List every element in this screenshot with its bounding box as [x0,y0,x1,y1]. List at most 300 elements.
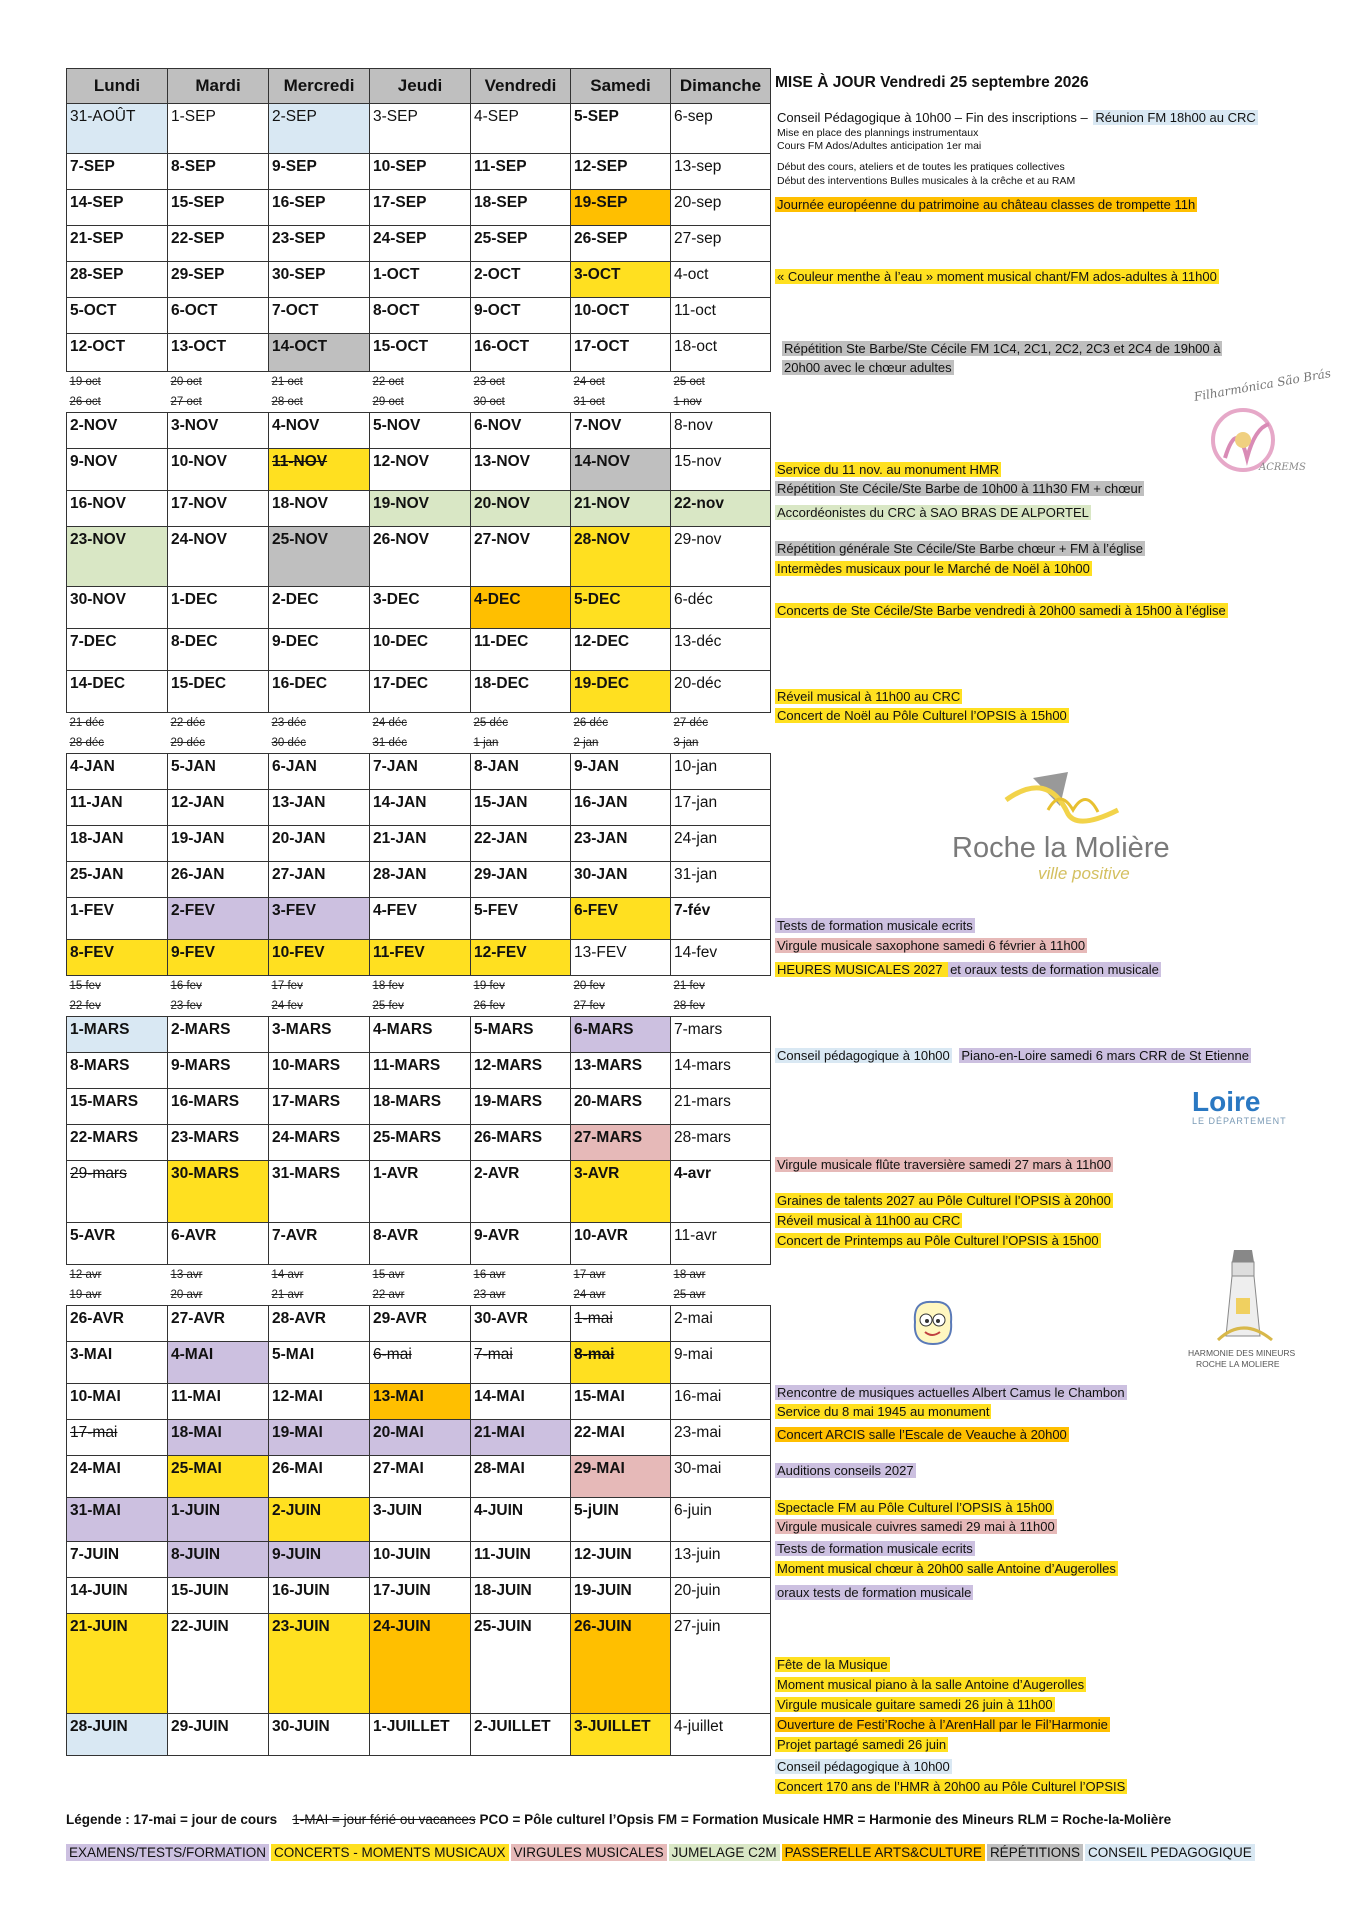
day-cell: 18-JUIN [471,1578,571,1614]
category-label: PASSERELLE ARTS&CULTURE [782,1844,985,1861]
day-cell: 27-AVR [168,1306,269,1342]
event-note-text: Répétition générale Ste Cécile/Ste Barbe chœur + FM à l’église [777,541,1143,556]
day-cell: 12-FEV [471,940,571,976]
day-cell: 13-MAI [370,1384,471,1420]
header-vendredi: Vendredi [471,69,571,104]
day-cell: 13-MARS [571,1053,671,1089]
day-cell: 3-NOV [168,413,269,449]
day-cell: 9-FEV [168,940,269,976]
event-note [775,1463,916,1479]
holiday-cell: 23 fev [170,1000,202,1012]
day-cell: 20-MARS [571,1089,671,1125]
event-note-text: Début des cours, ateliers et de toutes les pratiques collectives [777,161,1065,173]
day-cell: 6-NOV [471,413,571,449]
day-cell: 29-AVR [370,1306,471,1342]
week-row [67,1498,771,1542]
event-note-text: Moment musical piano à la salle Antoine d’Augerolles [777,1677,1085,1692]
day-cell: 19-SEP [571,190,671,226]
day-cell: 18-oct [671,334,771,372]
week-row [67,527,771,587]
day-cell: 29-nov [671,527,771,587]
event-note [775,1213,962,1229]
holiday-cell: 28 fev [673,1000,705,1012]
day-cell: 18-SEP [471,190,571,226]
event-note [782,341,1222,357]
event-note [775,708,1069,724]
lighthouse-icon [1188,1246,1298,1346]
day-cell: 10-MARS [269,1053,370,1089]
day-cell: 5-DEC [571,587,671,629]
day-cell: 1-OCT [370,262,471,298]
day-cell: 31-MARS [269,1161,370,1223]
day-cell: 27-MARS [571,1125,671,1161]
event-note [775,1233,1101,1249]
event-note-text: Piano-en-Loire samedi 6 mars CRR de St Etienne [961,1048,1249,1063]
event-note-text: Intermèdes musicaux pour le Marché de Noël à 10h00 [777,561,1090,576]
day-cell: 9-JAN [571,754,671,790]
day-cell: 16-mai [671,1384,771,1420]
day-cell: 25-JAN [67,862,168,898]
day-cell: 5-jUIN [571,1498,671,1542]
day-cell: 26-JUIN [571,1614,671,1714]
holiday-cell: 25 fev [372,1000,404,1012]
day-cell: 7-mai [471,1342,571,1384]
event-note [775,1157,1113,1173]
event-note-text: HEURES MUSICALES 2027 [777,962,947,977]
day-cell: 1-MARS [67,1017,168,1053]
day-cell: 6-déc [671,587,771,629]
legend [66,1812,1171,1827]
holiday-cell: 26 déc [573,717,609,729]
holiday-cell: 26 fev [473,1000,505,1012]
day-cell: 10-FEV [269,940,370,976]
day-cell: 7-NOV [571,413,671,449]
event-note [775,962,1161,978]
event-note-text: Conseil Pédagogique à 10h00 – Fin des inscriptions – [777,110,1092,125]
day-cell: 24-NOV [168,527,269,587]
day-cell: 22-nov [671,491,771,527]
event-note-text: Ouverture de Festi’Roche à l’ArenHall par le Fil’Harmonie [777,1717,1108,1732]
day-cell: 1-JUIN [168,1498,269,1542]
event-note-text: Réveil musical à 11h00 au CRC [777,1213,961,1228]
day-cell: 14-NOV [571,449,671,491]
day-cell: 17-jan [671,790,771,826]
event-note [775,269,1219,285]
day-cell: 8-JAN [471,754,571,790]
day-cell: 1-SEP [168,104,269,154]
holiday-cell: 25 déc [473,717,509,729]
holiday-cell: 18 fev [372,980,404,992]
event-note [775,561,1092,577]
day-cell: 16-NOV [67,491,168,527]
day-cell: 5-NOV [370,413,471,449]
holiday-row [67,392,771,413]
update-title: MISE À JOUR Vendredi 25 septembre 2026 [775,74,1089,91]
week-row [67,190,771,226]
day-cell: 12-NOV [370,449,471,491]
day-cell: 23-JUIN [269,1614,370,1714]
event-note [775,689,962,705]
day-cell: 24-MAI [67,1456,168,1498]
day-cell: 6-juin [671,1498,771,1542]
day-cell: 15-JUIN [168,1578,269,1614]
day-cell: 29-mars [67,1161,168,1223]
day-cell: 15-JAN [471,790,571,826]
day-cell: 23-MARS [168,1125,269,1161]
day-cell: 4-DEC [471,587,571,629]
day-cell: 31-jan [671,862,771,898]
day-cell: 8-AVR [370,1223,471,1265]
holiday-cell: 21 déc [69,717,105,729]
event-note-text: Cours FM Ados/Adultes anticipation 1er mai [777,140,982,152]
holiday-row [67,1285,771,1306]
day-cell: 24-MARS [269,1125,370,1161]
event-note [775,1193,1113,1209]
holiday-cell: 17 fev [271,980,303,992]
day-cell: 18-DEC [471,671,571,713]
holiday-cell: 1 jan [473,737,499,749]
day-cell: 6-AVR [168,1223,269,1265]
day-cell: 26-AVR [67,1306,168,1342]
day-cell: 20-déc [671,671,771,713]
holiday-cell: 22 déc [170,717,206,729]
day-cell: 7-JAN [370,754,471,790]
header-dimanche: Dimanche [671,69,771,104]
day-cell: 11-SEP [471,154,571,190]
holiday-cell: 21 fev [673,980,705,992]
day-cell: 8-nov [671,413,771,449]
week-row [67,298,771,334]
event-note [775,1585,973,1601]
day-cell: 8-MARS [67,1053,168,1089]
holiday-cell: 22 avr [372,1289,405,1301]
event-note-text: Moment musical chœur à 20h00 salle Antoine d’Augerolles [777,1561,1116,1576]
category-label: VIRGULES MUSICALES [511,1844,667,1861]
day-cell: 16-DEC [269,671,370,713]
day-cell: 19-DEC [571,671,671,713]
event-note [775,1427,1069,1443]
day-cell: 16-SEP [269,190,370,226]
holiday-cell: 24 déc [372,717,408,729]
holiday-row [67,996,771,1017]
day-cell: 9-MARS [168,1053,269,1089]
holiday-row [67,1265,771,1286]
day-cell: 28-mars [671,1125,771,1161]
day-cell: 30-mai [671,1456,771,1498]
legend-ferie: 1-MAI = jour férié ou vacances [292,1812,476,1827]
event-note-text: Concert ARCIS salle l’Escale de Veauche à 20h00 [777,1427,1067,1442]
day-cell: 17-JUIN [370,1578,471,1614]
calendar-header-row [67,69,771,104]
day-cell: 13-juin [671,1542,771,1578]
day-cell: 11-MAI [168,1384,269,1420]
day-cell: 1-mai [571,1306,671,1342]
day-cell: 18-JAN [67,826,168,862]
holiday-cell: 21 avr [271,1289,304,1301]
week-row [67,154,771,190]
day-cell: 6-sep [671,104,771,154]
day-cell: 10-DEC [370,629,471,671]
holiday-cell: 29 oct [372,396,404,408]
day-cell: 15-MARS [67,1089,168,1125]
roche-logo-sub: ville positive [1038,864,1130,883]
day-cell: 29-JAN [471,862,571,898]
category-legend [66,1845,1257,1860]
day-cell: 2-JUIN [269,1498,370,1542]
holiday-row [67,976,771,997]
hmr-logo-line2: ROCHE LA MOLIERE [1196,1359,1280,1369]
holiday-cell: 23 oct [473,376,505,388]
event-note [775,140,983,153]
event-note-text: Réunion FM 18h00 au CRC [1095,110,1256,125]
holiday-cell: 24 avr [573,1289,606,1301]
category-label: RÉPÉTITIONS [987,1844,1083,1861]
day-cell: 4-avr [671,1161,771,1223]
day-cell: 20-NOV [471,491,571,527]
week-row [67,1053,771,1089]
day-cell: 5-OCT [67,298,168,334]
day-cell: 2-JUILLET [471,1714,571,1756]
day-cell: 22-MAI [571,1420,671,1456]
day-cell: 6-OCT [168,298,269,334]
day-cell: 13-NOV [471,449,571,491]
day-cell: 22-MARS [67,1125,168,1161]
holiday-cell: 28 déc [69,737,105,749]
day-cell: 30-SEP [269,262,370,298]
event-note [775,481,1144,497]
loire-logo-sub: LE DÉPARTEMENT [1192,1116,1287,1126]
event-note [775,1519,1057,1535]
event-note-text: Virgule musicale flûte traversière samedi 27 mars à 11h00 [777,1157,1112,1172]
event-note-text: Répétition Ste Barbe/Ste Cécile FM 1C4, 2C1, 2C2, 2C3 et 2C4 de 19h00 à [784,341,1221,356]
day-cell: 21-SEP [67,226,168,262]
day-cell: 2-mai [671,1306,771,1342]
event-note [775,938,1087,954]
week-row [67,1161,771,1223]
day-cell: 21-MAI [471,1420,571,1456]
day-cell: 12-JAN [168,790,269,826]
week-row [67,1578,771,1614]
day-cell: 21-mars [671,1089,771,1125]
holiday-cell: 27 fev [573,1000,605,1012]
week-row [67,587,771,629]
day-cell: 2-MARS [168,1017,269,1053]
week-row [67,1089,771,1125]
day-cell: 11-FEV [370,940,471,976]
holiday-cell: 17 avr [573,1269,606,1281]
day-cell: 26-NOV [370,527,471,587]
event-note-text: Spectacle FM au Pôle Culturel l’OPSIS à 15h00 [777,1500,1053,1515]
day-cell: 7-OCT [269,298,370,334]
day-cell: 20-sep [671,190,771,226]
day-cell: 12-DEC [571,629,671,671]
holiday-cell: 3 jan [673,737,699,749]
day-cell: 23-mai [671,1420,771,1456]
day-cell: 31-AOÛT [67,104,168,154]
day-cell: 3-OCT [571,262,671,298]
day-cell: 1-JUILLET [370,1714,471,1756]
day-cell: 20-juin [671,1578,771,1614]
day-cell: 3-JUIN [370,1498,471,1542]
event-note [775,462,1001,478]
day-cell: 26-JAN [168,862,269,898]
event-note [775,505,1091,521]
day-cell: 28-SEP [67,262,168,298]
day-cell: 23-NOV [67,527,168,587]
calendar-table [66,68,771,1756]
filharmonica-logo-text: Filharmónica São Brás [1192,366,1332,404]
holiday-cell: 16 fev [170,980,202,992]
week-row [67,754,771,790]
day-cell: 17-SEP [370,190,471,226]
category-label: JUMELAGE C2M [669,1844,780,1861]
day-cell: 11-JAN [67,790,168,826]
day-cell: 25-NOV [269,527,370,587]
day-cell: 9-NOV [67,449,168,491]
day-cell: 6-FEV [571,898,671,940]
event-note-text: Mise en place des plannings instrumentaux [777,127,979,139]
holiday-cell: 19 fev [473,980,505,992]
event-note-text: Début des interventions Bulles musicales à la crêche et au RAM [777,175,1076,187]
day-cell: 15-SEP [168,190,269,226]
legend-prefix: Légende : 17-mai = jour de cours [66,1812,278,1827]
day-cell: 19-JUIN [571,1578,671,1614]
event-note-text: Concert de Printemps au Pôle Culturel l’OPSIS à 15h00 [777,1233,1099,1248]
day-cell: 13-déc [671,629,771,671]
day-cell: 2-FEV [168,898,269,940]
day-cell: 5-AVR [67,1223,168,1265]
day-cell: 27-juin [671,1614,771,1714]
holiday-cell: 20 avr [170,1289,203,1301]
event-note [775,127,980,140]
day-cell: 8-OCT [370,298,471,334]
day-cell: 6-MARS [571,1017,671,1053]
day-cell: 10-JUIN [370,1542,471,1578]
day-cell: 5-MAI [269,1342,370,1384]
day-cell: 2-OCT [471,262,571,298]
day-cell: 20-JAN [269,826,370,862]
week-row [67,1017,771,1053]
holiday-cell: 18 avr [673,1269,706,1281]
holiday-cell: 27 oct [170,396,202,408]
holiday-cell: 13 avr [170,1269,203,1281]
day-cell: 25-SEP [471,226,571,262]
day-cell: 12-MARS [471,1053,571,1089]
day-cell: 30-JAN [571,862,671,898]
day-cell: 6-mai [370,1342,471,1384]
loire-logo-title: Loire [1192,1086,1261,1117]
day-cell: 13-OCT [168,334,269,372]
day-cell: 4-MAI [168,1342,269,1384]
day-cell: 14-JUIN [67,1578,168,1614]
week-row [67,1614,771,1714]
day-cell: 8-mai [571,1342,671,1384]
day-cell: 16-JAN [571,790,671,826]
event-note-text: Concerts de Ste Cécile/Ste Barbe vendredi à 20h00 samedi à 15h00 à l’église [777,603,1226,618]
day-cell: 29-SEP [168,262,269,298]
day-cell: 11-JUIN [471,1542,571,1578]
day-cell: 26-MAI [269,1456,370,1498]
hmr-logo-line1: HARMONIE DES MINEURS [1188,1348,1296,1358]
week-row [67,1456,771,1498]
event-note-text: Répétition Ste Cécile/Ste Barbe de 10h00 à 11h30 FM + chœur [777,481,1143,496]
day-cell: 4-JAN [67,754,168,790]
day-cell: 27-JAN [269,862,370,898]
day-cell: 14-DEC [67,671,168,713]
event-note-text: Virgule musicale cuivres samedi 29 mai à 11h00 [777,1519,1055,1534]
day-cell: 28-JUIN [67,1714,168,1756]
day-cell: 9-mai [671,1342,771,1384]
day-cell: 10-OCT [571,298,671,334]
event-note [775,197,1197,213]
event-note-text: Tests de formation musicale ecrits [777,918,973,933]
day-cell: 3-DEC [370,587,471,629]
day-cell: 31-MAI [67,1498,168,1542]
day-cell: 17-NOV [168,491,269,527]
day-cell: 1-AVR [370,1161,471,1223]
mascot-icon [905,1292,960,1352]
day-cell: 17-DEC [370,671,471,713]
holiday-cell: 16 avr [473,1269,506,1281]
day-cell: 4-oct [671,262,771,298]
event-note [775,1779,1127,1795]
day-cell: 24-JUIN [370,1614,471,1714]
event-note [782,360,954,376]
event-note [775,1404,991,1420]
holiday-cell: 23 déc [271,717,307,729]
day-cell: 23-JAN [571,826,671,862]
day-cell: 9-JUIN [269,1542,370,1578]
header-mardi: Mardi [168,69,269,104]
day-cell: 11-oct [671,298,771,334]
holiday-cell: 15 avr [372,1269,405,1281]
day-cell: 9-OCT [471,298,571,334]
day-cell: 9-AVR [471,1223,571,1265]
event-note-text: Journée européenne du patrimoine au château classes de trompette 11h [777,197,1196,212]
week-row [67,940,771,976]
day-cell: 22-JUIN [168,1614,269,1714]
holiday-cell: 27 déc [673,717,709,729]
filharmonica-logo [1185,366,1332,486]
event-note-text: 20h00 avec le chœur adultes [784,360,952,375]
roche-la-moliere-logo [948,770,1188,885]
day-cell: 28-NOV [571,527,671,587]
day-cell: 2-NOV [67,413,168,449]
holiday-cell: 24 oct [573,376,605,388]
day-cell: 18-MAI [168,1420,269,1456]
holiday-cell: 19 avr [69,1289,102,1301]
day-cell: 27-sep [671,226,771,262]
day-cell: 29-JUIN [168,1714,269,1756]
week-row [67,449,771,491]
event-note [775,161,1067,174]
week-row [67,671,771,713]
day-cell: 16-JUIN [269,1578,370,1614]
day-cell: 30-NOV [67,587,168,629]
day-cell: 3-SEP [370,104,471,154]
week-row [67,790,771,826]
day-cell: 26-SEP [571,226,671,262]
day-cell: 13-JAN [269,790,370,826]
day-cell: 3-MARS [269,1017,370,1053]
day-cell: 4-JUIN [471,1498,571,1542]
holiday-cell: 31 oct [573,396,605,408]
holiday-cell: 25 oct [673,376,705,388]
holiday-cell: 22 oct [372,376,404,388]
event-note [775,1541,975,1557]
day-cell: 15-OCT [370,334,471,372]
header-mercredi: Mercredi [269,69,370,104]
